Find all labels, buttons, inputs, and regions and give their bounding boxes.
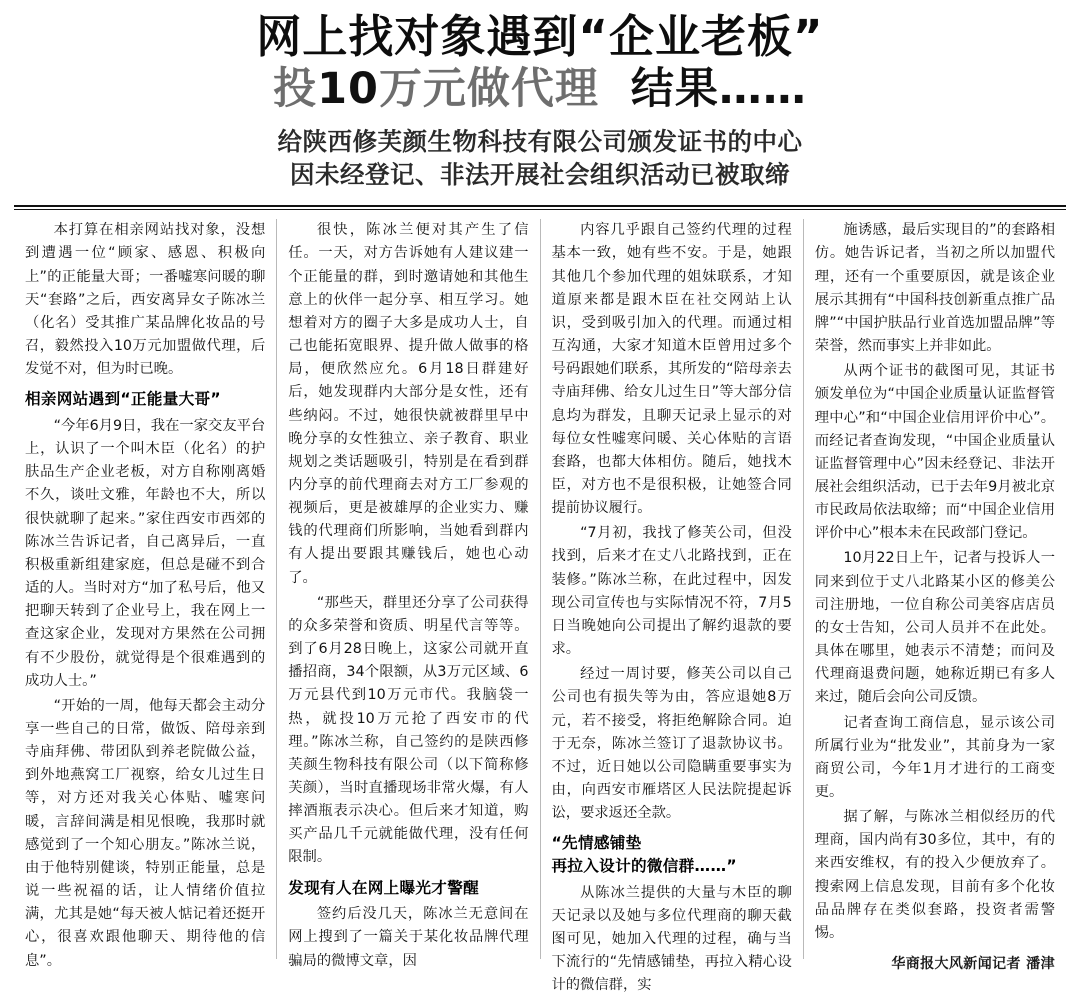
deck-line-1: 给陕西修芙颜生物科技有限公司颁发证书的中心	[277, 127, 803, 157]
article-paragraph: 本打算在相亲网站找对象，没想到遭遇一位“顾家、感恩、积极向上”的正能量大哥；一番嘘寒问暖的聊天“套路”之后，西安离异女子陈冰兰（化名）受其推广某品牌化妆品的号召，毅然投入10万元加盟做代理，后发觉不对，但为时已晚。	[25, 222, 266, 378]
byline: 华商报大风新闻记者 潘津	[891, 956, 1055, 973]
article-column-2	[276, 219, 539, 969]
deck-line-2: 因未经登记、非法开展社会组织活动已被取缔	[290, 160, 790, 190]
article-paragraph: “开始的一周，他每天都会主动分享一些自己的日常，做饭、陪母亲到寺庙拜佛、带团队到养老院做公益，到外地燕窝工厂视察，给女儿过生日等，对方还对我关心体贴、嘘寒问暖，言辞间满是相见恨晚，我那时就感觉到了一个知心朋友。”陈冰兰说，由于他特别健谈，特别正能量，总是说一些祝福的话，让人情绪价值拉满，尤其是她“每天被人惦记着还挺开心，很喜欢跟他聊天、期待他的信息”。	[25, 697, 266, 969]
article-paragraph: 经过一周讨要，修芙公司以自己公司也有损失等为由，答应退她8万元，若不接受，将拒绝解除合同。迫于无奈，陈冰兰签订了退款协议书。不过，近日她以公司隐瞒重要事实为由，向西安市雁塔区人民法院提起诉讼，要求返还全款。	[551, 666, 792, 822]
article-column-3	[540, 219, 803, 994]
headline-secondary-part2: 万元做代理	[378, 64, 599, 115]
article-paragraph: 签约后没几天，陈冰兰无意间在网上搜到了一篇关于某化妆品牌代理骗局的微博文章，因	[288, 906, 529, 969]
headline-block	[14, 8, 1066, 193]
article-paragraph: 记者查询工商信息，显示该公司所属行业为“批发业”，其前身为一家商贸公司，今年1月才进行的工商变更。	[814, 714, 1055, 800]
divider-thin	[14, 209, 1066, 210]
article-subheading: 发现有人在网上曝光才警醒	[288, 878, 479, 897]
article-paragraph: 10月22日上午，记者与投诉人一同来到位于丈八北路某小区的修美公司注册地，一位自称公司美容店店员的女士告知，公司人员并不在此处。具体在哪里，她表示不清楚；而问及代理商退费问题，她称近期已有多人来过，随后会向公司反馈。	[814, 550, 1055, 706]
article-paragraph: 内容几乎跟自己签约代理的过程基本一致，她有些不安。于是，她跟其他几个参加代理的姐妹联系，才知道原来都是跟木臣在社交网站上认识，受到吸引加入的代理。而通过相互沟通，大家才知道木臣曾用过多个号码跟她们联系，其所发的“陪母亲去寺庙拜佛、给女儿过生日”等大部分信息均为群发，且聊天记录上显示的对每位女性嘘寒问暖、关心体贴的言语套路，也都大体相仿。随后，她找木臣，对方也不是很积极，让她签合同提前协议履行。	[551, 222, 792, 517]
article-subheading: “先情感铺垫 再拉入设计的微信群……”	[551, 834, 737, 875]
article-paragraph: 很快，陈冰兰便对其产生了信任。一天，对方告诉她有人建议建一个正能量的群，到时邀请她和其他生意上的伙伴一起分享、相互学习。她想着对方的圈子大多是成功人士，自己也能拓宽眼界、提升做人做事的格局，便欣然应允。6月18日群建好后，她发现群内大部分是女性，还有些纳闷。不过，她很快就被群里早中晚分享的女性独立、亲子教育、职业规划之类话题吸引，特别是在看到群内分享的前代理商去对方工厂参观的视频后，更是被雄厚的企业实力、赚钱的代理商们所影响，当她看到群内有人提出要跟其赚钱后，她也心动了。	[288, 222, 529, 586]
headline-secondary-part1: 投	[273, 64, 318, 115]
article-paragraph: “7月初，我找了修芙公司，但没找到，后来才在丈八北路找到，正在装修。”陈冰兰称，在此过程中，因发现公司宣传也与实际情况不符，7月5日当晚她向公司提出了解约退款的要求。	[551, 525, 792, 658]
article-columns	[14, 219, 1066, 994]
article-column-4	[803, 219, 1066, 973]
article-column-1	[14, 219, 276, 969]
divider-thick	[14, 205, 1066, 207]
headline-secondary-number: 10	[317, 64, 379, 115]
headline-deck	[14, 125, 1066, 191]
article-paragraph: “今年6月9日，我在一家交友平台上，认识了一个叫木臣（化名）的护肤品生产企业老板，对方自称刚离婚不久，谈吐文雅，年龄也不大，所以很快就聊了起来。”家住西安市西郊的陈冰兰告诉记者，自己离异后，一直积极重新组建家庭，但总是碰不到合适的人。当时对方“加了私号后，他又把聊天转到了企业号上，我在网上一查这家企业，发现对方果然在公司拥有不少股份，就觉得是个很难遇到的成功人士。”	[25, 417, 266, 689]
article-paragraph: 施诱感，最后实现目的”的套路相仿。她告诉记者，当初之所以加盟代理，还有一个重要原因，就是该企业展示其拥有“中国科技创新重点推广品牌”“中国护肤品行业首选加盟品牌”等荣誉，然而事实上并非如此。	[814, 222, 1055, 355]
article-paragraph: “那些天，群里还分享了公司获得的众多荣誉和资质、明星代言等等。到了6月28日晚上，这家公司就开直播招商，34个限额，从3万元区域、6万元县代到10万元市代。我脑袋一热，就投10万元抢了西安市的代理。”陈冰兰称，自己签约的是陕西修芙颜生物科技有限公司（以下简称修芙颜），当时直播现场非常火爆，有人摔酒瓶表示决心。但后来才知道，购买产品几千元就能做代理，没有任何限制。	[288, 594, 529, 866]
article-subheading: 相亲网站遇到“正能量大哥”	[25, 390, 221, 409]
headline-main: 网上找对象遇到“企业老板”	[256, 10, 824, 63]
headline-secondary	[14, 64, 1066, 115]
article-paragraph: 从陈冰兰提供的大量与木臣的聊天记录以及她与多位代理商的聊天截图可见，她加入代理的过程，确与当下流行的“先情感铺垫，再拉入精心设计的微信群，实	[551, 884, 792, 994]
headline-secondary-result: 结果……	[630, 64, 807, 115]
article-paragraph: 从两个证书的截图可见，其证书颁发单位为“中国企业质量认证监督管理中心”和“中国企业信用评价中心”。而经记者查询发现，“中国企业质量认证监督管理中心”因未经登记、非法开展社会组织活动，已于去年9月被北京市民政局依法取缔；而“中国企业信用评价中心”根本未在民政部门登记。	[814, 363, 1055, 542]
article-paragraph: 据了解，与陈冰兰相似经历的代理商，国内尚有30多位，其中，有的来西安维权，有的投入少便放弃了。搜索网上信息发现，目前有多个化妆品品牌存在类似套路，投资者需警惕。	[814, 809, 1055, 941]
